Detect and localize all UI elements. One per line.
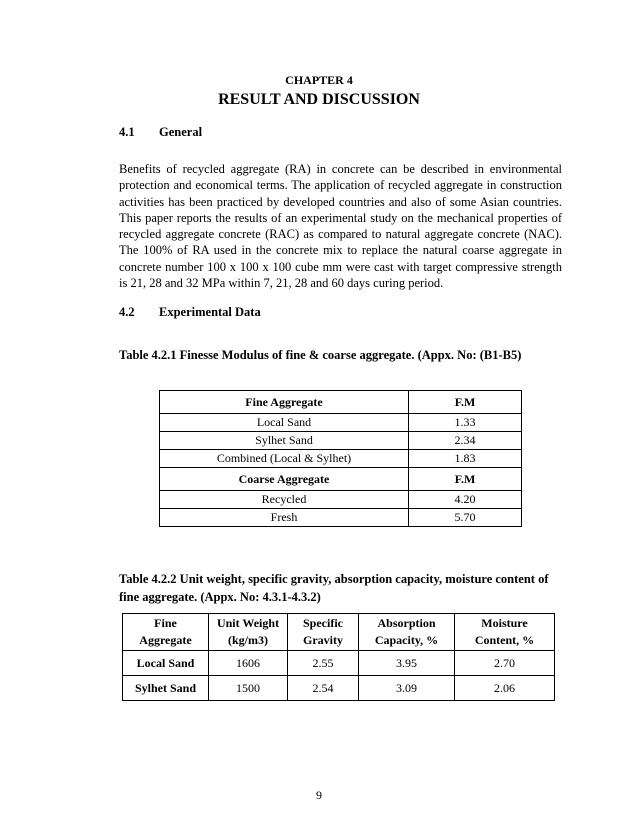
table-cell: Local Sand: [123, 651, 209, 676]
table-cell: 1.33: [409, 414, 522, 432]
table-cell: 2.70: [455, 651, 555, 676]
fineness-modulus-table: [159, 390, 522, 527]
header-cell: Absorption Capacity, %: [359, 614, 455, 651]
header-cell: Moisture Content, %: [455, 614, 555, 651]
table-header-row: [160, 391, 522, 414]
header-cell: F.M: [409, 391, 522, 414]
page-number: 9: [316, 788, 322, 802]
header-cell: Fine Aggregate: [123, 614, 209, 651]
table-cell: 3.95: [359, 651, 455, 676]
table1-caption: Table 4.2.1 Finesse Modulus of fine & coarse aggregate. (Appx. No: (B1-B5): [119, 348, 522, 362]
table-cell: 4.20: [409, 491, 522, 509]
section-title: Experimental Data: [159, 305, 261, 319]
header-cell: F.M: [409, 468, 522, 491]
table-row: [160, 509, 522, 527]
table-header-row: [160, 468, 522, 491]
table-cell: Recycled: [160, 491, 409, 509]
section-heading-general: [119, 125, 202, 140]
table-cell: Sylhet Sand: [123, 676, 209, 701]
table-cell: Combined (Local & Sylhet): [160, 450, 409, 468]
table-cell: Sylhet Sand: [160, 432, 409, 450]
table-cell: 2.55: [288, 651, 359, 676]
table2-caption: Table 4.2.2 Unit weight, specific gravity, absorption capacity, moisture content of fine aggregate. (Appx. No: 4.3.1-4.3.2): [119, 572, 549, 604]
table-cell: 2.06: [455, 676, 555, 701]
table-row: [160, 450, 522, 468]
header-cell: Unit Weight (kg/m3): [209, 614, 288, 651]
table-header-row: [123, 614, 555, 651]
header-cell: Fine Aggregate: [160, 391, 409, 414]
table-cell: 3.09: [359, 676, 455, 701]
body-paragraph: Benefits of recycled aggregate (RA) in concrete can be described in environmental protection and economical terms. The application of recycled aggregate in construction activities has been practiced by developed countries and also of some Asian countries. This paper reports the results of an experimental study on the mechanical properties of recycled aggregate concrete (RAC) as compared to natural aggregate concrete (NAC). The 100% of RA used in the concrete mix to replace the natural coarse aggregate in concrete number 100 x 100 x 100 cube mm were cast with target compressive strength is 21, 28 and 32 MPa within 7, 21, 28 and 60 days curing period.: [119, 162, 562, 291]
table-cell: 1.83: [409, 450, 522, 468]
table-cell: Local Sand: [160, 414, 409, 432]
table-cell: Fresh: [160, 509, 409, 527]
chapter-label: CHAPTER 4: [285, 73, 353, 87]
fine-aggregate-properties-table: [122, 613, 555, 701]
section-number: 4.2: [119, 305, 135, 319]
table-cell: 2.54: [288, 676, 359, 701]
table-row: [123, 651, 555, 676]
table-row: [160, 491, 522, 509]
table-cell: 1500: [209, 676, 288, 701]
table-row: [160, 414, 522, 432]
section-heading-experimental-data: [119, 305, 261, 320]
table-row: [123, 676, 555, 701]
table-cell: 1606: [209, 651, 288, 676]
table-row: [160, 432, 522, 450]
table-cell: 2.34: [409, 432, 522, 450]
header-cell: Specific Gravity: [288, 614, 359, 651]
section-number: 4.1: [119, 125, 135, 139]
table-cell: 5.70: [409, 509, 522, 527]
chapter-title: RESULT AND DISCUSSION: [218, 91, 420, 108]
header-cell: Coarse Aggregate: [160, 468, 409, 491]
section-title: General: [159, 125, 203, 139]
